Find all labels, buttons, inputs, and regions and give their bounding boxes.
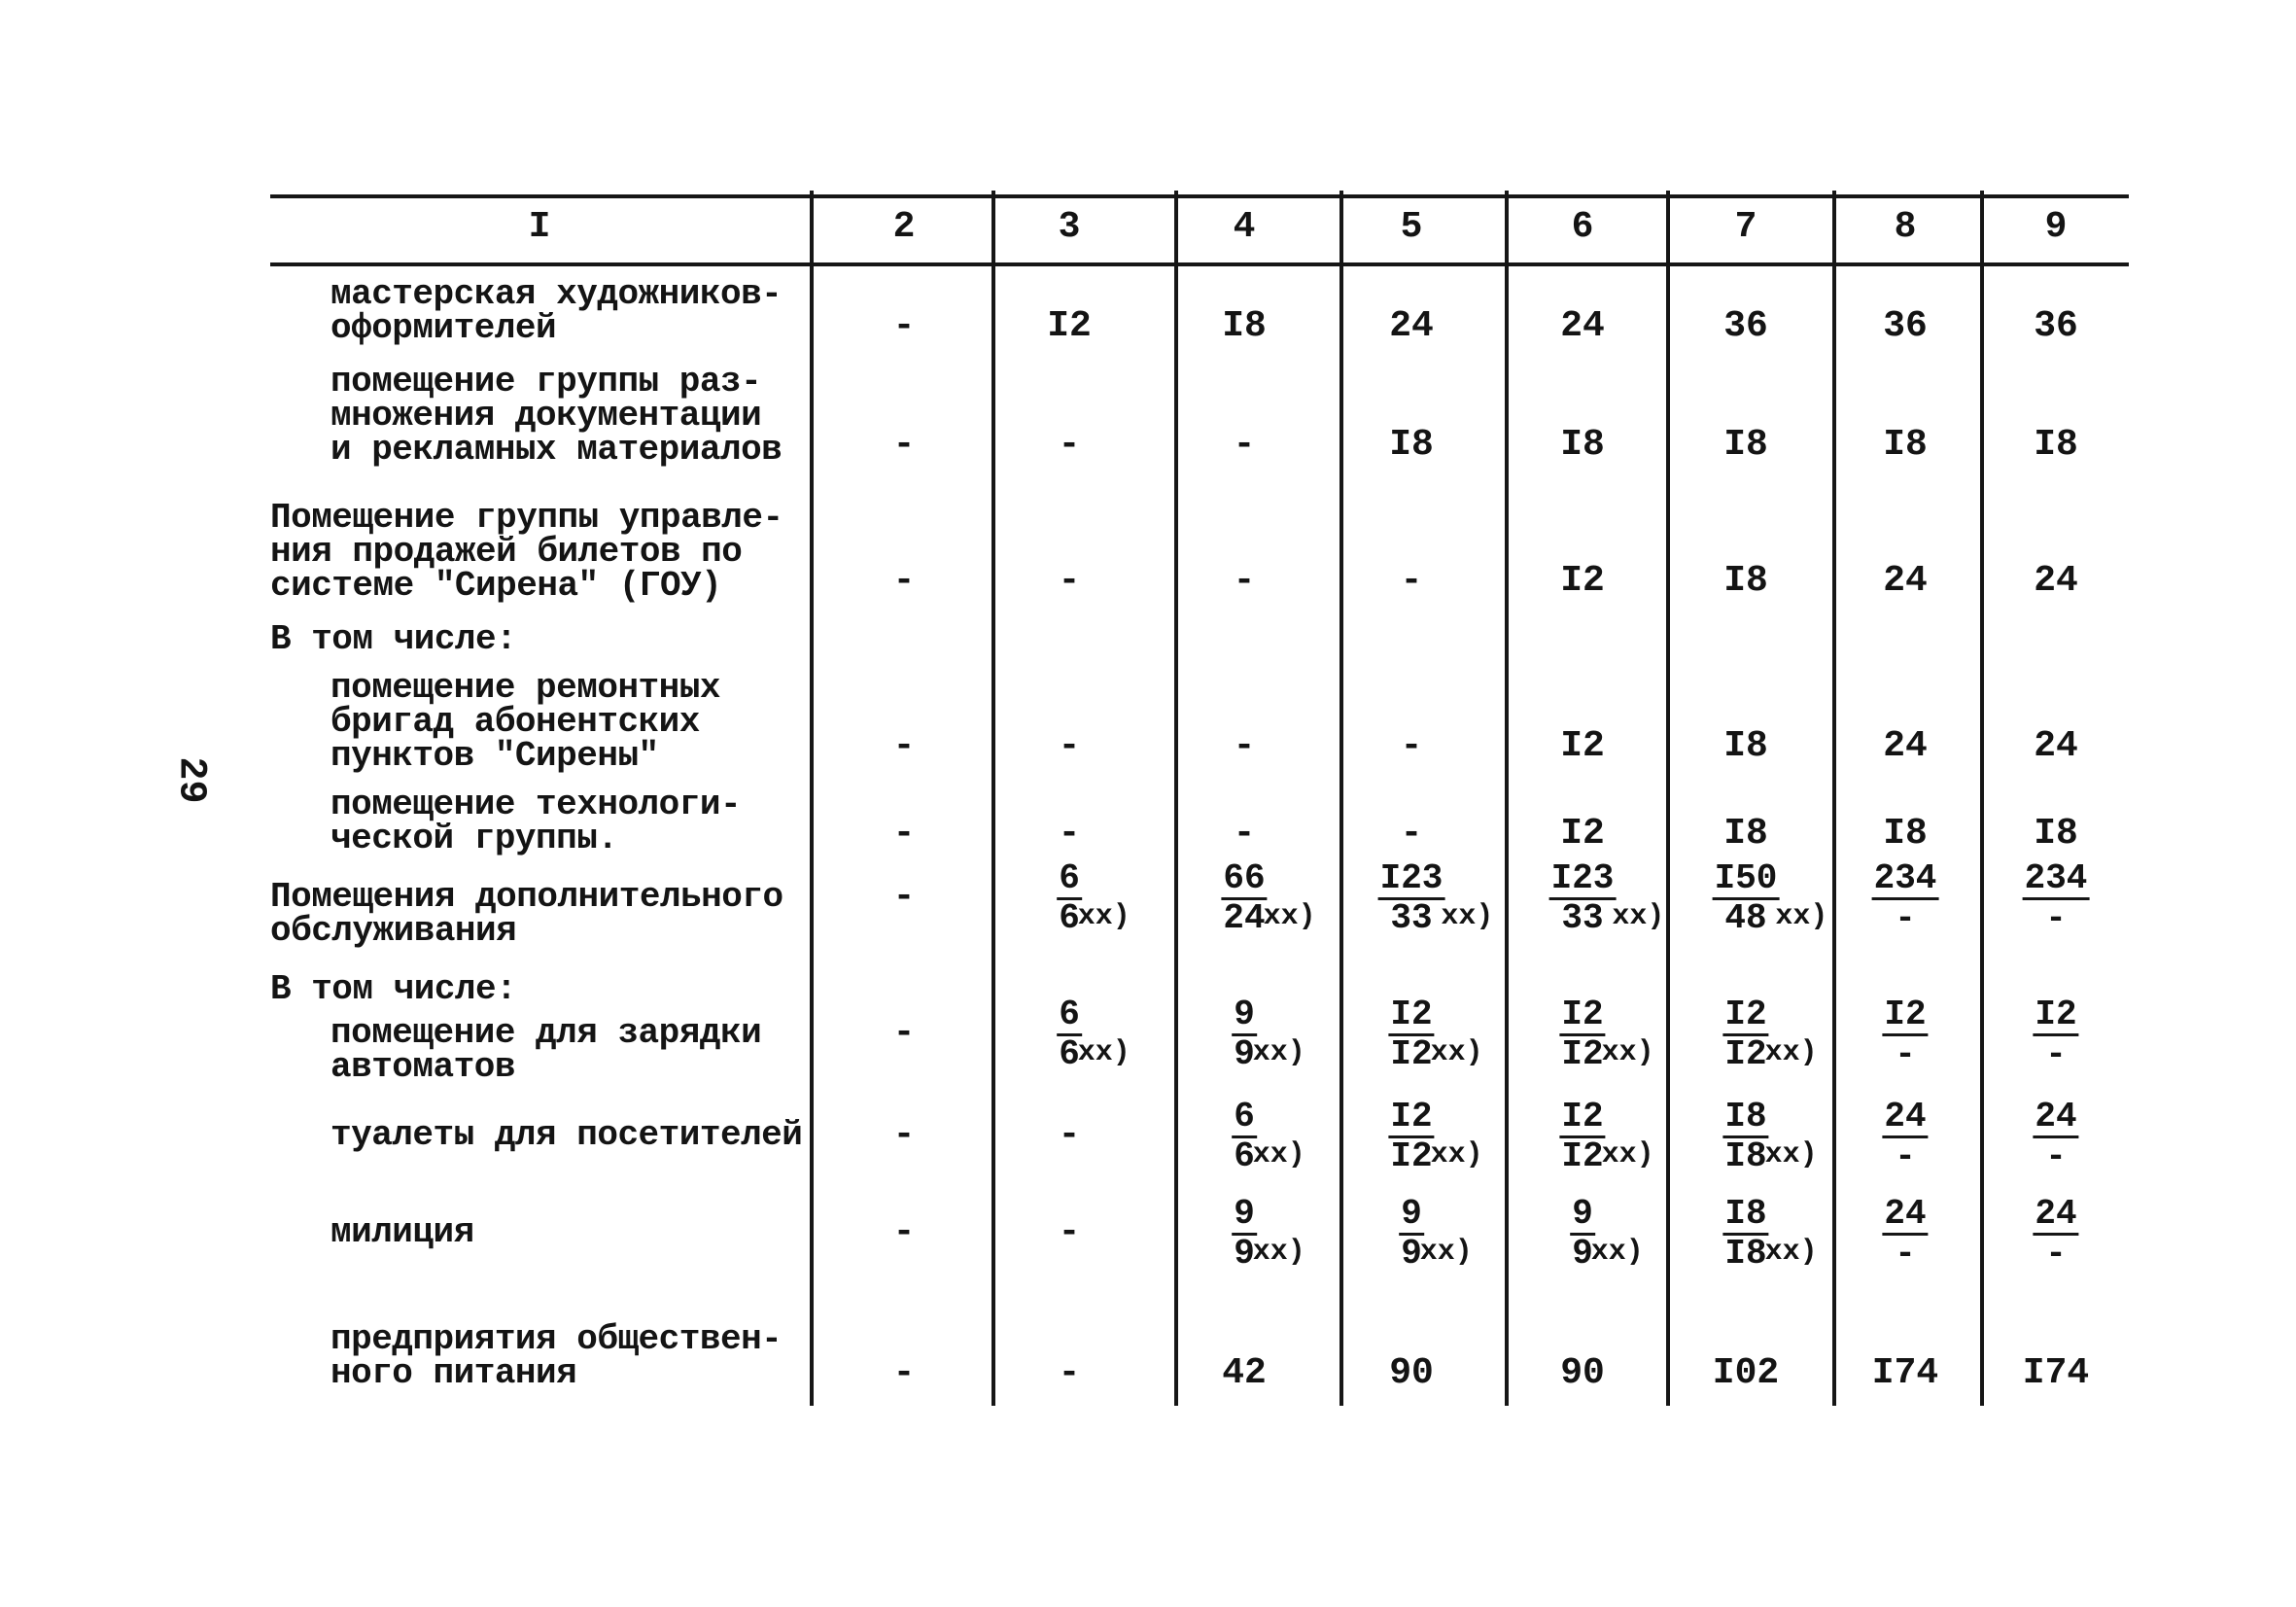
fraction-denominator: I2 bbox=[1390, 1034, 1433, 1074]
fraction-cell bbox=[1559, 995, 1654, 1074]
table-cell: - bbox=[1058, 1211, 1081, 1253]
table-cell: I8 bbox=[1560, 424, 1605, 466]
fraction-cell bbox=[1570, 1194, 1644, 1274]
fraction-numerator: 9 bbox=[1234, 1194, 1255, 1234]
header-rule bbox=[270, 262, 2129, 266]
column-rule bbox=[1174, 191, 1178, 1406]
column-rule bbox=[1505, 191, 1509, 1406]
row-label: Помещение группы управле- ния продажей билетов по системе "Сирена" (ГОУ) bbox=[270, 498, 783, 606]
table-cell: - bbox=[892, 1352, 916, 1394]
table-cell: - bbox=[1058, 1352, 1081, 1394]
table-cell: 24 bbox=[2034, 725, 2078, 767]
fraction-denominator: 9 bbox=[1401, 1234, 1422, 1274]
column-header: 3 bbox=[1058, 206, 1081, 248]
fraction-numerator: I2 bbox=[1884, 995, 1927, 1034]
table-cell: - bbox=[892, 1012, 916, 1054]
fraction-cell bbox=[1872, 860, 1939, 937]
table-cell: - bbox=[1400, 725, 1423, 767]
fraction-numerator: 24 bbox=[1884, 1194, 1927, 1234]
footnote-mark: xx) bbox=[1764, 1236, 1818, 1269]
fraction-numerator: 234 bbox=[2024, 858, 2088, 898]
fraction-numerator: 24 bbox=[2035, 1097, 2077, 1136]
fraction-denominator: - bbox=[2045, 1034, 2067, 1074]
table-cell: - bbox=[1058, 1114, 1081, 1156]
fraction-denominator: I2 bbox=[1561, 1034, 1604, 1074]
footnote-mark: xx) bbox=[1430, 1036, 1483, 1069]
footnote-mark: xx) bbox=[1077, 900, 1131, 933]
fraction-cell bbox=[1722, 995, 1818, 1074]
footnote-mark: xx) bbox=[1263, 900, 1316, 933]
fraction-cell bbox=[1882, 1099, 1928, 1175]
footnote-mark: xx) bbox=[1077, 1036, 1131, 1069]
table-cell: I8 bbox=[1222, 305, 1267, 347]
fraction-cell bbox=[1057, 995, 1131, 1074]
column-header: 7 bbox=[1734, 206, 1757, 248]
fraction-cell bbox=[1388, 1097, 1483, 1176]
fraction-cell bbox=[1388, 995, 1483, 1074]
table-cell: - bbox=[892, 1211, 916, 1253]
column-rule bbox=[1980, 191, 1984, 1406]
column-header: I bbox=[528, 206, 551, 248]
table-cell: 24 bbox=[1883, 560, 1928, 602]
fraction-denominator: - bbox=[2045, 1136, 2067, 1176]
table-cell: I8 bbox=[2034, 424, 2078, 466]
column-header: 2 bbox=[892, 206, 916, 248]
fraction-numerator: I2 bbox=[1561, 1097, 1604, 1136]
table-cell: - bbox=[892, 876, 916, 918]
footnote-mark: xx) bbox=[1764, 1138, 1818, 1171]
fraction-denominator: - bbox=[1895, 1034, 1916, 1074]
table-cell: 24 bbox=[1883, 725, 1928, 767]
fraction-cell bbox=[1722, 1194, 1818, 1274]
table-cell: I8 bbox=[1723, 424, 1768, 466]
table-cell: I8 bbox=[1883, 424, 1928, 466]
footnote-mark: xx) bbox=[1419, 1236, 1473, 1269]
fraction-denominator: I2 bbox=[1390, 1136, 1433, 1176]
footnote-mark: xx) bbox=[1775, 900, 1828, 933]
table-cell: - bbox=[892, 560, 916, 602]
fraction-numerator: I2 bbox=[1390, 1097, 1433, 1136]
table-cell: 90 bbox=[1560, 1352, 1605, 1394]
table-cell: - bbox=[1233, 725, 1256, 767]
fraction-cell bbox=[1232, 1097, 1305, 1176]
fraction-denominator: I2 bbox=[1561, 1136, 1604, 1176]
fraction-denominator: 6 bbox=[1059, 1034, 1080, 1074]
fraction-cell bbox=[1882, 996, 1928, 1073]
table-cell: I8 bbox=[1389, 424, 1434, 466]
fraction-numerator: 6 bbox=[1234, 1097, 1255, 1136]
fraction-numerator: I23 bbox=[1550, 858, 1615, 898]
fraction-cell bbox=[2023, 860, 2090, 937]
footnote-mark: xx) bbox=[1764, 1036, 1818, 1069]
row-label: помещение ремонтных бригад абонентских пунктов "Сирены" bbox=[330, 668, 720, 776]
footnote-mark: xx) bbox=[1252, 1036, 1305, 1069]
table-cell: 42 bbox=[1222, 1352, 1267, 1394]
table-top-rule bbox=[270, 194, 2129, 198]
fraction-denominator: 33 bbox=[1390, 898, 1433, 938]
row-label: мастерская художников- оформителей bbox=[330, 274, 783, 348]
fraction-numerator: 24 bbox=[2035, 1194, 2077, 1234]
fraction-numerator: 234 bbox=[1873, 858, 1937, 898]
table-cell: - bbox=[1058, 560, 1081, 602]
table-cell: I2 bbox=[1560, 725, 1605, 767]
table-cell: 24 bbox=[1389, 305, 1434, 347]
fraction-numerator: 9 bbox=[1234, 995, 1255, 1034]
table-cell: I74 bbox=[2022, 1352, 2090, 1394]
fraction-cell bbox=[1399, 1194, 1473, 1274]
fraction-denominator: - bbox=[2045, 898, 2067, 938]
row-label: Помещения дополнительного обслуживания bbox=[270, 877, 783, 951]
fraction-denominator: 6 bbox=[1059, 898, 1080, 938]
column-rule bbox=[1339, 191, 1343, 1406]
fraction-cell bbox=[1221, 858, 1316, 938]
fraction-numerator: 6 bbox=[1059, 995, 1080, 1034]
table-cell: 24 bbox=[2034, 560, 2078, 602]
row-label: предприятия обществен- ного питания bbox=[330, 1319, 783, 1393]
fraction-cell bbox=[1232, 995, 1305, 1074]
fraction-denominator: 9 bbox=[1234, 1034, 1255, 1074]
column-rule bbox=[991, 191, 995, 1406]
fraction-numerator: I8 bbox=[1724, 1194, 1767, 1234]
fraction-cell bbox=[1057, 858, 1131, 938]
fraction-numerator: 6 bbox=[1059, 858, 1080, 898]
row-label: милиция bbox=[330, 1212, 474, 1252]
fraction-denominator: 24 bbox=[1223, 898, 1266, 938]
row-label: В том числе: bbox=[270, 619, 517, 659]
footnote-mark: xx) bbox=[1612, 900, 1665, 933]
table-cell: - bbox=[1233, 813, 1256, 855]
table-cell: - bbox=[892, 305, 916, 347]
fraction-denominator: 48 bbox=[1724, 898, 1767, 938]
column-rule bbox=[1832, 191, 1836, 1406]
fraction-cell bbox=[1549, 858, 1665, 938]
fraction-denominator: I8 bbox=[1724, 1136, 1767, 1176]
fraction-numerator: 24 bbox=[1884, 1097, 1927, 1136]
footnote-mark: xx) bbox=[1590, 1236, 1644, 1269]
row-label: помещение для зарядки автоматов bbox=[330, 1013, 762, 1087]
fraction-cell bbox=[1378, 858, 1494, 938]
fraction-numerator: 66 bbox=[1223, 858, 1266, 898]
row-label: В том числе: bbox=[270, 969, 517, 1009]
footnote-mark: xx) bbox=[1601, 1138, 1654, 1171]
fraction-numerator: I2 bbox=[1724, 995, 1767, 1034]
table-cell: I2 bbox=[1560, 560, 1605, 602]
fraction-cell bbox=[2033, 1196, 2078, 1273]
row-label: помещение группы раз- множения документации и рекламных материалов bbox=[330, 362, 783, 470]
table-cell: I8 bbox=[1883, 813, 1928, 855]
column-rule bbox=[810, 191, 814, 1406]
fraction-numerator: I2 bbox=[1561, 995, 1604, 1034]
footnote-mark: xx) bbox=[1430, 1138, 1483, 1171]
table-cell: I2 bbox=[1047, 305, 1092, 347]
fraction-numerator: I50 bbox=[1714, 858, 1778, 898]
footnote-mark: xx) bbox=[1601, 1036, 1654, 1069]
fraction-numerator: 9 bbox=[1401, 1194, 1422, 1234]
fraction-denominator: 6 bbox=[1234, 1136, 1255, 1176]
row-label: помещение технологи- ческой группы. bbox=[330, 785, 742, 858]
fraction-cell bbox=[1882, 1196, 1928, 1273]
table-cell: 36 bbox=[2034, 305, 2078, 347]
table-cell: I8 bbox=[2034, 813, 2078, 855]
fraction-denominator: - bbox=[2045, 1234, 2067, 1274]
table-cell: 24 bbox=[1560, 305, 1605, 347]
fraction-denominator: - bbox=[1895, 898, 1916, 938]
table-cell: - bbox=[892, 725, 916, 767]
table-cell: - bbox=[1233, 560, 1256, 602]
fraction-numerator: I2 bbox=[2035, 995, 2077, 1034]
footnote-mark: xx) bbox=[1252, 1236, 1305, 1269]
column-rule bbox=[1666, 191, 1670, 1406]
fraction-numerator: I8 bbox=[1724, 1097, 1767, 1136]
footnote-mark: xx) bbox=[1252, 1138, 1305, 1171]
table-cell: - bbox=[892, 1114, 916, 1156]
column-header: 8 bbox=[1894, 206, 1917, 248]
footnote-mark: xx) bbox=[1441, 900, 1494, 933]
fraction-cell bbox=[2033, 1099, 2078, 1175]
table-cell: I2 bbox=[1560, 813, 1605, 855]
fraction-denominator: - bbox=[1895, 1136, 1916, 1176]
table-cell: - bbox=[1233, 424, 1256, 466]
table-cell: I8 bbox=[1723, 725, 1768, 767]
fraction-denominator: I2 bbox=[1724, 1034, 1767, 1074]
row-label: туалеты для посетителей bbox=[330, 1115, 803, 1155]
fraction-denominator: 9 bbox=[1234, 1234, 1255, 1274]
table-cell: 90 bbox=[1389, 1352, 1434, 1394]
fraction-numerator: I2 bbox=[1390, 995, 1433, 1034]
table-cell: I74 bbox=[1871, 1352, 1939, 1394]
fraction-denominator: - bbox=[1895, 1234, 1916, 1274]
fraction-numerator: I23 bbox=[1379, 858, 1444, 898]
fraction-denominator: 9 bbox=[1572, 1234, 1593, 1274]
fraction-numerator: 9 bbox=[1572, 1194, 1593, 1234]
table-cell: - bbox=[1058, 813, 1081, 855]
table-cell: 36 bbox=[1883, 305, 1928, 347]
fraction-denominator: I8 bbox=[1724, 1234, 1767, 1274]
table-cell: - bbox=[1058, 424, 1081, 466]
table-cell: - bbox=[1058, 725, 1081, 767]
table-cell: - bbox=[1400, 560, 1423, 602]
column-header: 9 bbox=[2044, 206, 2068, 248]
column-header: 4 bbox=[1233, 206, 1256, 248]
table-cell: - bbox=[1400, 813, 1423, 855]
fraction-cell bbox=[1722, 1097, 1818, 1176]
fraction-cell bbox=[1713, 858, 1828, 938]
table-cell: I8 bbox=[1723, 813, 1768, 855]
table-cell: - bbox=[892, 813, 916, 855]
table-cell: I02 bbox=[1712, 1352, 1780, 1394]
table-cell: 36 bbox=[1723, 305, 1768, 347]
fraction-denominator: 33 bbox=[1561, 898, 1604, 938]
table-cell: - bbox=[892, 424, 916, 466]
fraction-cell bbox=[1232, 1194, 1305, 1274]
table-cell: I8 bbox=[1723, 560, 1768, 602]
page-number: 29 bbox=[168, 756, 213, 804]
fraction-cell bbox=[2033, 996, 2078, 1073]
column-header: 6 bbox=[1571, 206, 1594, 248]
column-header: 5 bbox=[1400, 206, 1423, 248]
fraction-cell bbox=[1559, 1097, 1654, 1176]
